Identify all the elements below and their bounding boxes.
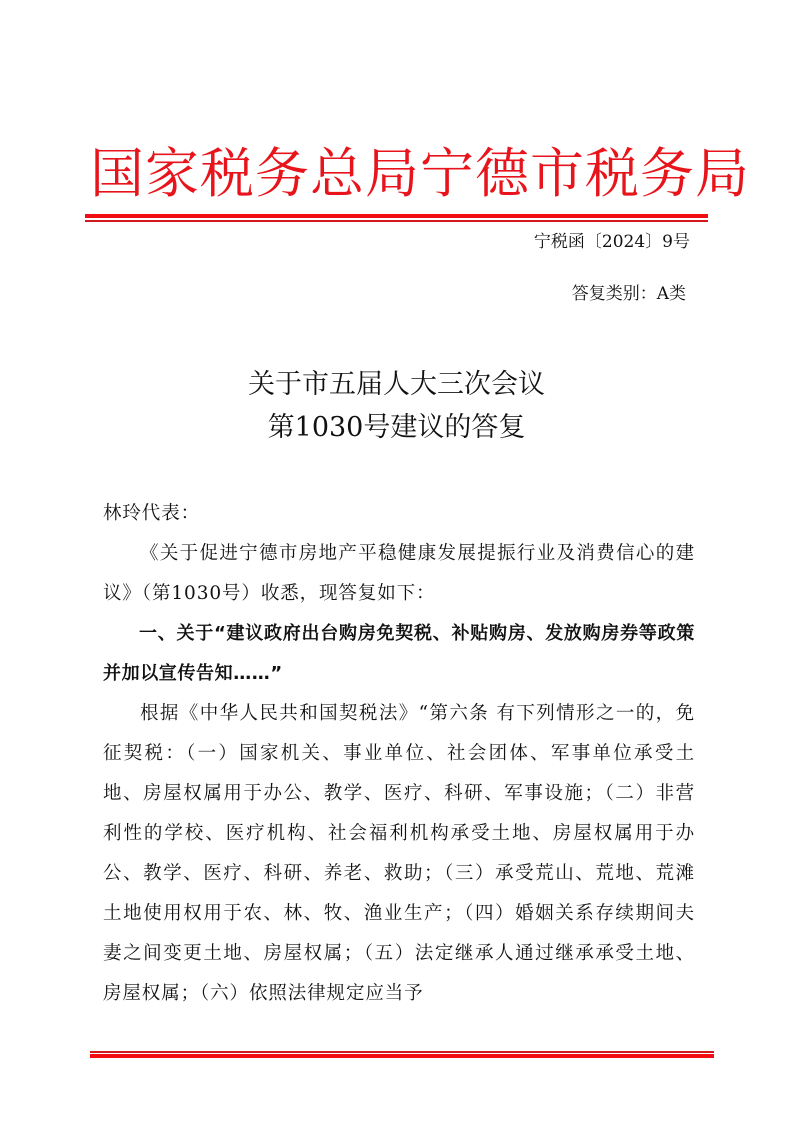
header-rule-thick bbox=[85, 214, 708, 218]
footer-rule-thick bbox=[90, 1054, 714, 1058]
issuer-masthead: 国家税务总局宁德市税务局 bbox=[90, 142, 750, 205]
document-title-line2: 第1030号建议的答复 bbox=[267, 412, 526, 443]
header-rule-thin bbox=[85, 220, 708, 222]
reply-category: 答复类别：A类 bbox=[571, 284, 686, 304]
salutation: 林玲代表： bbox=[103, 503, 201, 524]
body-paragraph-1: 《关于促进宁德市房地产平稳健康发展提振行业及消费信心的建议》（第1030号）收悉，现答复如下： bbox=[103, 543, 695, 604]
footer-rule-thin bbox=[90, 1051, 714, 1053]
document-number: 宁税函〔2024〕9号 bbox=[533, 232, 690, 252]
section-heading-1: 一、关于“建议政府出台购房免契税、补贴购房、发放购房券等政策并加以宣传告知……” bbox=[103, 623, 695, 684]
document-title-line1: 关于市五届人大三次会议 bbox=[248, 369, 545, 400]
body-paragraph-2: 根据《中华人民共和国契税法》“第六条 有下列情形之一的，免征契税：（一）国家机关、事业单位、社会团体、军事单位承受土地、房屋权属用于办公、教学、医疗、科研、军事设施；（二）非营利性的学校、医疗机构、社会福利机构承受土地、房屋权属用于办公、教学、医疗、科研、养老、救助；（三）承受荒山、荒地、荒滩土地使用权用于农、林、牧、渔业生产；（四）婚姻关系存续期间夫妻之间变更土地、房屋权属；（五）法定继承人通过继承承受土地、房屋权属；（六）依照法律规定应当予 bbox=[103, 703, 695, 1004]
